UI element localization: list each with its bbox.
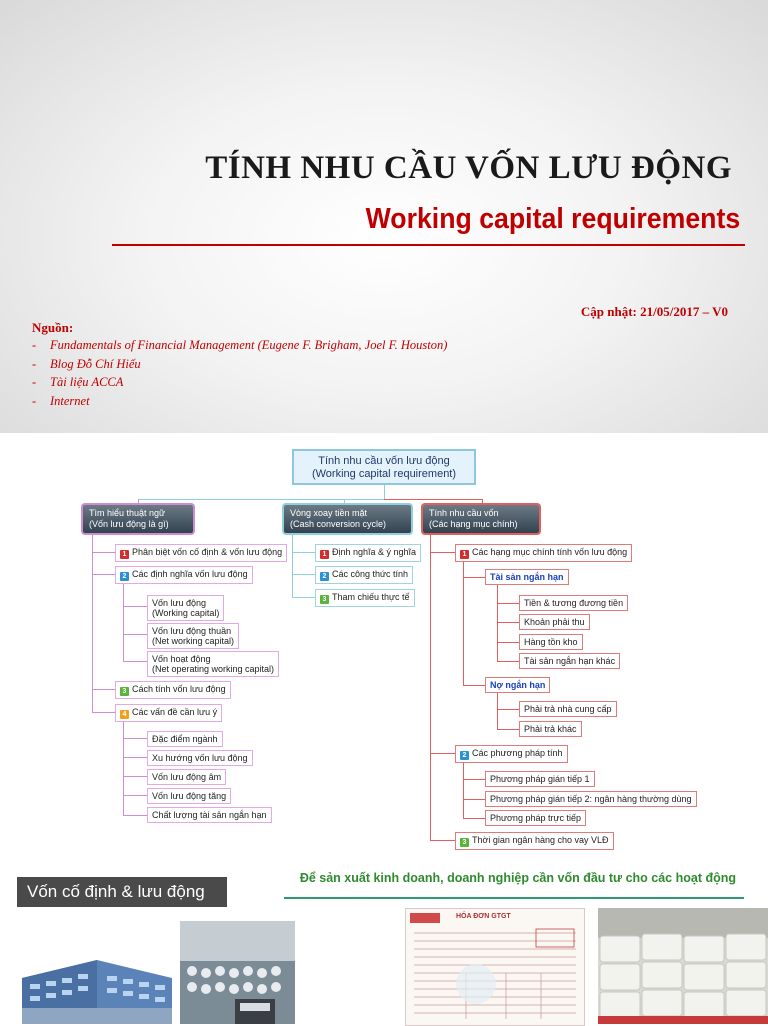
title-english: Working capital requirements <box>365 203 740 235</box>
node-operating-working-capital: Vốn hoạt động (Net operating working capital) <box>147 651 279 677</box>
source-list <box>32 338 447 412</box>
update-date: Cập nhật: 21/05/2017 – V0 <box>580 304 728 319</box>
node-other-payables: Phải trả khác <box>519 721 582 737</box>
node-receivables: Khoản phải thu <box>519 614 590 630</box>
source-item: - Internet <box>32 393 90 408</box>
source-label: Nguồn: <box>32 320 74 335</box>
node-reference: 3 Tham chiếu thực tế <box>315 589 415 607</box>
node-direct: Phương pháp trực tiếp <box>485 810 586 826</box>
node-definitions: 2 Các định nghĩa vốn lưu động <box>115 566 253 584</box>
factory-image <box>180 921 295 1024</box>
node-indirect-1: Phương pháp gián tiếp 1 <box>485 771 595 787</box>
node-increase: Vốn lưu động tăng <box>147 788 231 804</box>
branch-calc: Tính nhu cầu vốn (Các hạng mục chính) <box>423 505 539 533</box>
node-negative: Vốn lưu động âm <box>147 769 226 785</box>
section-headline: Để sản xuất kinh doanh, doanh nghiệp cần vốn đầu tư cho các hoạt động <box>299 871 736 885</box>
section-label: Vốn cố định & lưu động <box>17 877 227 907</box>
source-item: - Fundamentals of Financial Management (Eugene F. Brigham, Joel F. Houston) <box>32 338 448 352</box>
node-methods: 2 Các phương pháp tính <box>455 745 568 763</box>
source-item: - Tài liệu ACCA <box>32 375 124 389</box>
node-payables-suppliers: Phải trả nhà cung cấp <box>519 701 617 717</box>
node-industry: Đặc điểm ngành <box>147 731 223 747</box>
mindmap-root: Tính nhu cầu vốn lưu động (Working capital requirement) <box>292 449 476 485</box>
node-trend: Xu hướng vốn lưu động <box>147 750 253 766</box>
node-current-liabilities: Nợ ngắn hạn <box>485 677 550 693</box>
node-working-capital: Vốn lưu động (Working capital) <box>147 595 224 621</box>
node-inventory: Hàng tồn kho <box>519 634 583 650</box>
node-net-working-capital: Vốn lưu động thuần (Net working capital) <box>147 623 239 649</box>
node-loan-period: 3 Thời gian ngân hàng cho vay VLĐ <box>455 832 614 850</box>
capital-slide <box>0 853 768 1024</box>
node-formulas: 2 Các công thức tính <box>315 566 413 584</box>
title-vietnamese: TÍNH NHU CẦU VỐN LƯU ĐỘNG <box>205 150 732 186</box>
invoice-image <box>405 908 585 1026</box>
node-other-current-assets: Tài sản ngắn hạn khác <box>519 653 620 669</box>
cotton-bales-image <box>598 908 768 1024</box>
invoice-heading: HÓA ĐƠN GTGT <box>456 913 511 920</box>
node-current-assets: Tài sản ngắn hạn <box>485 569 569 585</box>
office-building-image <box>22 948 172 1024</box>
mindmap-slide <box>0 433 768 853</box>
node-indirect-2: Phương pháp gián tiếp 2: ngân hàng thường dùng <box>485 791 697 807</box>
node-how-to-calc: 3 Cách tính vốn lưu động <box>115 681 231 699</box>
title-underline <box>112 244 745 246</box>
node-cash: Tiền & tương đương tiền <box>519 595 628 611</box>
source-item: - Blog Đỗ Chí Hiếu <box>32 356 141 371</box>
node-quality: Chất lượng tài sản ngắn hạn <box>147 807 272 823</box>
branch-cash-cycle: Vòng xoay tiền mặt (Cash conversion cycle) <box>284 505 411 533</box>
node-notes: 4 Các vấn đề cần lưu ý <box>115 704 222 722</box>
node-definition-meaning: 1 Định nghĩa & ý nghĩa <box>315 544 421 562</box>
branch-terminology: Tìm hiểu thuật ngữ (Vốn lưu động là gì) <box>83 505 193 533</box>
node-fixed-vs-working: 1 Phân biệt vốn cố định & vốn lưu động <box>115 544 287 562</box>
title-slide <box>0 0 768 433</box>
node-main-items: 1 Các hạng mục chính tính vốn lưu động <box>455 544 632 562</box>
headline-rule <box>284 897 744 899</box>
